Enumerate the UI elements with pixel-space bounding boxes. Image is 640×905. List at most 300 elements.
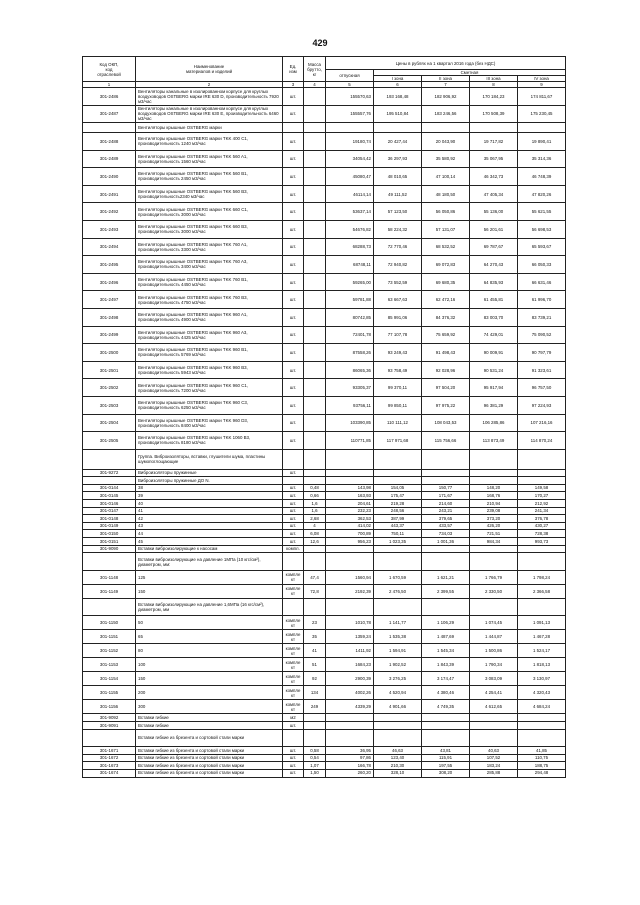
row-price-release: 93756,11 [326,396,374,414]
row-price-zone2: 108 043,53 [422,414,470,432]
row-name: Вентиляторы крышные OSTBERG марки TKK 1060 B3, производительность 8180 м3/час [136,432,283,450]
row-price-zone3: 47 405,34 [470,185,518,203]
header-code: Код ОКП, код отраслевой [83,57,136,82]
row-unit: шт. [283,308,304,326]
row-price-zone3: 35 067,95 [470,150,518,168]
row-name: Виброизоляторы пружинные [136,469,283,477]
row-code [83,477,136,485]
row-price-zone1: 4 520,94 [374,686,422,700]
row-price-zone4: 96 757,50 [518,379,566,397]
row-price-zone4: 1 467,28 [518,630,566,644]
row-name: 65 [136,630,283,644]
table-row [83,700,566,714]
row-mass: 0,66 [304,492,326,500]
row-price-zone4: 175 230,45 [518,105,566,123]
row-code: 301-2505 [83,432,136,450]
row-name: Вентиляторы канальные в изолированном корпусе для круглых воздуховодов OSTBERG марки IRE 630 D, производительность 7920 м3/час [136,88,283,106]
row-price-zone1: 1 023,35 [374,538,422,546]
table-row [83,545,566,553]
row-price-zone3: 64 835,93 [470,273,518,291]
row-price-zone3: 2 330,50 [470,584,518,598]
row-unit: шт. [283,762,304,770]
row-price-zone1: 57 123,50 [374,203,422,221]
row-code: 301-1148 [83,570,136,584]
row-price-zone3: 4 254,41 [470,686,518,700]
row-code: 301-0151 [83,538,136,546]
row-price-zone1: 99 850,11 [374,396,422,414]
row-mass [304,150,326,168]
row-mass [304,714,326,722]
row-unit [283,598,304,616]
row-unit: шт. [283,220,304,238]
row-code [83,553,136,571]
row-price-zone1: 72 940,82 [374,256,422,274]
row-price-zone3: 168,76 [470,492,518,500]
row-price-zone4 [518,477,566,485]
row-name: 41 [136,507,283,515]
row-mass [304,361,326,379]
row-price-zone1: 328,10 [374,769,422,777]
row-price-zone1: 154,05 [374,484,422,492]
col-number: 4 [304,82,326,88]
row-price-release: 260,20 [326,769,374,777]
row-price-release: 414,02 [326,522,374,530]
row-price-zone3 [470,469,518,477]
row-price-release: 4339,29 [326,700,374,714]
row-price-zone4: 1 798,24 [518,570,566,584]
row-price-zone3: 61 455,81 [470,291,518,309]
header-zone2: II зона [422,76,470,82]
row-price-release: 1560,94 [326,570,374,584]
row-code: 301-0146 [83,500,136,508]
table-row [83,256,566,274]
row-unit: шт. [283,344,304,362]
table-row [83,133,566,151]
row-price-zone2 [422,477,470,485]
row-price-release: 68748,11 [326,256,374,274]
row-price-release [326,722,374,730]
row-price-release: 1684,23 [326,658,374,672]
row-unit [283,449,304,469]
row-price-zone3: 90 531,24 [470,361,518,379]
col-number: 9 [518,82,566,88]
row-price-zone4: 188,75 [518,762,566,770]
row-price-zone2: 197,55 [422,762,470,770]
row-mass [304,477,326,485]
row-price-zone4: 35 314,36 [518,150,566,168]
row-mass [304,105,326,123]
row-price-zone2: 56 050,86 [422,203,470,221]
row-price-zone2: 243,21 [422,507,470,515]
row-mass [304,553,326,571]
row-price-zone3: 210,94 [470,500,518,508]
row-code: 301-1155 [83,686,136,700]
row-price-zone3: 40,63 [470,747,518,755]
row-unit: шт. [283,273,304,291]
row-code: 301-2487 [83,105,136,123]
row-code: 301-2504 [83,414,136,432]
row-price-release: 956,23 [326,538,374,546]
row-code: 301-1154 [83,672,136,686]
header-mass: Масса брутто, кг [304,57,326,82]
row-price-release: 204,61 [326,500,374,508]
row-price-release: 166,78 [326,762,374,770]
row-code: 301-1671 [83,747,136,755]
row-price-zone4: 97 224,93 [518,396,566,414]
row-mass [304,273,326,291]
row-price-release: 4002,26 [326,686,374,700]
row-price-zone2 [422,545,470,553]
row-mass [304,379,326,397]
row-price-release: 1010,78 [326,616,374,630]
row-mass [304,168,326,186]
row-mass [304,449,326,469]
header-unit: Ед. изм [283,57,304,82]
row-price-zone2 [422,449,470,469]
row-unit: шт. [283,185,304,203]
row-name: Вентиляторы крышные OSTBERG марки TKK 960 D3, производительность 8400 м3/час [136,414,283,432]
row-price-zone3: 90 009,91 [470,344,518,362]
row-mass [304,326,326,344]
row-price-zone1 [374,598,422,616]
table-row [83,344,566,362]
row-price-release: 53637,14 [326,203,374,221]
row-code [83,729,136,747]
row-price-zone2: 150,77 [422,484,470,492]
table-row [83,185,566,203]
row-price-zone2: 171,67 [422,492,470,500]
row-price-zone4 [518,729,566,747]
row-price-zone4: 114 870,24 [518,432,566,450]
row-price-zone1: 85 991,06 [374,308,422,326]
row-price-zone3: 56 201,61 [470,220,518,238]
row-name: Вентиляторы крышные OSTBERG марки TKK 960 B3, производительность 5943 м3/час [136,361,283,379]
table-row [83,492,566,500]
row-mass [304,238,326,256]
row-price-zone2: 47 100,14 [422,168,470,186]
row-price-zone1: 1 594,91 [374,644,422,658]
table-row [83,515,566,523]
row-price-zone2: 2 399,55 [422,584,470,598]
row-price-zone2: 69 680,35 [422,273,470,291]
row-price-zone3 [470,123,518,133]
row-unit: компл. [283,545,304,553]
row-price-release: 2900,39 [326,672,374,686]
row-name: Вставки виброизолирующие на давление 1МПа (10 кгс/см²), диаметром, мм: [136,553,283,571]
row-price-zone1: 4 901,66 [374,700,422,714]
row-unit: компле кт [283,630,304,644]
row-code: 301-2497 [83,291,136,309]
row-unit [283,729,304,747]
row-price-zone3: 721,51 [470,530,518,538]
table-row [83,762,566,770]
table-row [83,469,566,477]
row-price-zone1: 1 141,77 [374,616,422,630]
row-mass [304,291,326,309]
row-price-zone4: 47 820,26 [518,185,566,203]
row-unit: шт. [283,484,304,492]
row-unit: шт. [283,379,304,397]
row-name: Виброизоляторы пружинные ДО N. [136,477,283,485]
row-price-zone2: 92 028,96 [422,361,470,379]
row-price-zone3: 4 612,65 [470,700,518,714]
row-price-zone4: 56 698,53 [518,220,566,238]
row-price-zone3: 64 270,43 [470,256,518,274]
row-mass [304,308,326,326]
row-price-zone3: 373,20 [470,515,518,523]
row-price-zone2: 1 843,39 [422,658,470,672]
row-price-release [326,553,374,571]
row-mass: 12,6 [304,538,326,546]
row-price-zone4: 376,78 [518,515,566,523]
row-price-zone4: 65 593,67 [518,238,566,256]
table-row [83,168,566,186]
row-name: 43 [136,522,283,530]
row-price-zone2: 1 487,69 [422,630,470,644]
row-mass: 1,6 [304,500,326,508]
row-price-zone4 [518,545,566,553]
row-code: 301-2493 [83,220,136,238]
row-price-zone3: 74 429,01 [470,326,518,344]
row-unit: компле кт [283,700,304,714]
row-code: 301-0145 [83,492,136,500]
row-price-release: 54676,82 [326,220,374,238]
row-unit: компле кт [283,584,304,598]
row-price-release: 45080,47 [326,168,374,186]
row-price-zone4: 41,85 [518,747,566,755]
row-price-zone4: 4 320,43 [518,686,566,700]
row-price-zone2: 308,20 [422,769,470,777]
row-code: 301-2499 [83,326,136,344]
row-price-zone3: 183,24 [470,762,518,770]
row-mass: 1,50 [304,769,326,777]
row-price-zone1: 175,47 [374,492,422,500]
row-price-release [326,545,374,553]
row-price-zone4: 993,73 [518,538,566,546]
row-price-zone2 [422,553,470,571]
row-unit: шт. [283,722,304,730]
row-name: 44 [136,530,283,538]
row-price-release [326,714,374,722]
row-price-release: 46114,14 [326,185,374,203]
row-unit: шт. [283,432,304,450]
table-row [83,598,566,616]
row-price-zone3: 69 787,67 [470,238,518,256]
row-name: Вентиляторы крышные OSTBERG марки TKK 960 A1, производительность 4900 м3/час [136,308,283,326]
row-mass: 0,58 [304,747,326,755]
row-price-release [326,598,374,616]
row-price-zone4 [518,714,566,722]
row-unit: компле кт [283,672,304,686]
table-row [83,507,566,515]
row-price-zone1: 58 224,32 [374,220,422,238]
row-price-release: 80742,85 [326,308,374,326]
row-name: Вентиляторы крышные OSTBERG марки TKK 760 B3, производительность 4750 м3/час [136,291,283,309]
row-name: Вставки гибкие из брезента и сортовой стали марки [136,769,283,777]
row-unit: компле кт [283,686,304,700]
row-name: Вставки гибкие из брезента и сортовой стали марки [136,754,283,762]
row-price-zone4: 75 090,52 [518,326,566,344]
row-unit: м2 [283,714,304,722]
table-row [83,379,566,397]
row-mass [304,469,326,477]
row-unit: шт. [283,203,304,221]
row-unit: шт. [283,168,304,186]
row-unit: компле кт [283,616,304,630]
row-price-release: 72401,78 [326,326,374,344]
header-zone3: III зона [470,76,518,82]
table-row [83,522,566,530]
row-price-release [326,469,374,477]
row-price-zone1: 93 249,43 [374,344,422,362]
row-price-release: 97,86 [326,754,374,762]
row-price-zone2: 734,03 [422,530,470,538]
header-zone1: I зона [374,76,422,82]
row-price-zone2: 43,81 [422,747,470,755]
row-price-zone1: 123,40 [374,754,422,762]
row-price-zone1 [374,469,422,477]
row-unit: шт. [283,492,304,500]
row-name: 125 [136,570,283,584]
table-row [83,220,566,238]
row-price-release: 93305,37 [326,379,374,397]
row-code: 301-2491 [83,185,136,203]
row-price-zone1: 1 902,52 [374,658,422,672]
row-name: 300 [136,700,283,714]
row-code: 301-0149 [83,522,136,530]
row-price-zone3 [470,449,518,469]
row-price-zone3: 3 083,09 [470,672,518,686]
row-price-zone2: 115 756,66 [422,432,470,450]
row-price-release: 86065,36 [326,361,374,379]
row-mass [304,220,326,238]
row-code: 301-1150 [83,616,136,630]
row-price-zone2: 68 532,52 [422,238,470,256]
row-unit: шт. [283,754,304,762]
row-unit: шт. [283,326,304,344]
row-unit: шт. [283,238,304,256]
row-code: 301-9090 [83,545,136,553]
row-price-release: 110771,85 [326,432,374,450]
row-name: Вставки гибкие [136,714,283,722]
row-price-zone4 [518,598,566,616]
row-price-zone4: 1 091,13 [518,616,566,630]
row-code: 301-1672 [83,754,136,762]
row-code: 301-1151 [83,630,136,644]
table-row [83,150,566,168]
table-row [83,432,566,450]
row-price-zone3: 148,20 [470,484,518,492]
row-price-release: 36,95 [326,747,374,755]
row-mass: 249 [304,700,326,714]
row-mass: 1,6 [304,507,326,515]
row-price-zone2 [422,722,470,730]
row-price-zone3: 83 003,70 [470,308,518,326]
row-price-zone1 [374,123,422,133]
row-price-release: 2192,39 [326,584,374,598]
col-number: 5 [326,82,374,88]
row-price-zone1: 210,30 [374,762,422,770]
row-unit: шт. [283,150,304,168]
row-name: Вентиляторы крышные OSTBERG марки TKK 560 B1, производительность 2450 м3/час [136,168,283,186]
row-name: Вентиляторы крышные OSTBERG марки TKK 660 C1, производительность 3000 м3/час [136,203,283,221]
row-unit: шт. [283,361,304,379]
row-code [83,598,136,616]
table-row [83,484,566,492]
row-price-zone1: 193 168,48 [374,88,422,106]
col-number: 7 [422,82,470,88]
row-unit [283,477,304,485]
row-price-zone4: 91 323,61 [518,361,566,379]
row-price-zone2: 183 246,56 [422,105,470,123]
row-mass [304,133,326,151]
row-code [83,123,136,133]
row-code: 301-2486 [83,88,136,106]
row-mass [304,545,326,553]
row-name: Вставки гибкие из брезента и сортовой стали марки [136,747,283,755]
row-code: 301-9091 [83,722,136,730]
row-price-release: 143,98 [326,484,374,492]
row-price-zone3 [470,598,518,616]
row-code: 301-2495 [83,256,136,274]
row-code: 301-2503 [83,396,136,414]
row-price-release: 232,23 [326,507,374,515]
row-price-zone3: 95 917,94 [470,379,518,397]
row-unit [283,553,304,571]
row-name: Вставки гибкие [136,722,283,730]
row-price-release: 59265,00 [326,273,374,291]
row-price-zone1: 248,56 [374,507,422,515]
table-row [83,396,566,414]
row-price-zone4: 294,48 [518,769,566,777]
row-name: Вставки гибкие из брезента и сортовой стали марки [136,729,283,747]
row-mass [304,88,326,106]
row-price-zone1: 117 971,68 [374,432,422,450]
row-price-zone2: 4 380,46 [422,686,470,700]
table-row [83,729,566,747]
row-unit: компле кт [283,644,304,658]
row-mass: 47,4 [304,570,326,584]
row-price-zone1: 46,63 [374,747,422,755]
row-code: 301-1673 [83,762,136,770]
row-name: Вставки виброизолирующие к насосам [136,545,283,553]
table-row [83,500,566,508]
row-price-zone1: 93 758,49 [374,361,422,379]
row-mass: 0,48 [304,484,326,492]
row-price-zone4: 66 631,46 [518,273,566,291]
row-price-zone4: 149,58 [518,484,566,492]
row-code: 301-2490 [83,168,136,186]
row-price-release: 1359,24 [326,630,374,644]
row-price-release [326,477,374,485]
row-unit: шт. [283,105,304,123]
row-unit: шт. [283,769,304,777]
row-unit: шт. [283,469,304,477]
table-row [83,326,566,344]
table-row [83,658,566,672]
row-price-zone4: 212,92 [518,500,566,508]
row-price-zone4 [518,449,566,469]
price-table [82,56,566,778]
row-price-zone1: 750,11 [374,530,422,538]
row-price-zone2: 182 906,92 [422,88,470,106]
table-row [83,273,566,291]
row-unit: шт. [283,538,304,546]
row-price-zone1: 49 111,52 [374,185,422,203]
row-price-zone3: 170 508,39 [470,105,518,123]
row-price-release [326,729,374,747]
header-name: Наименование материалов и изделий [136,57,283,82]
